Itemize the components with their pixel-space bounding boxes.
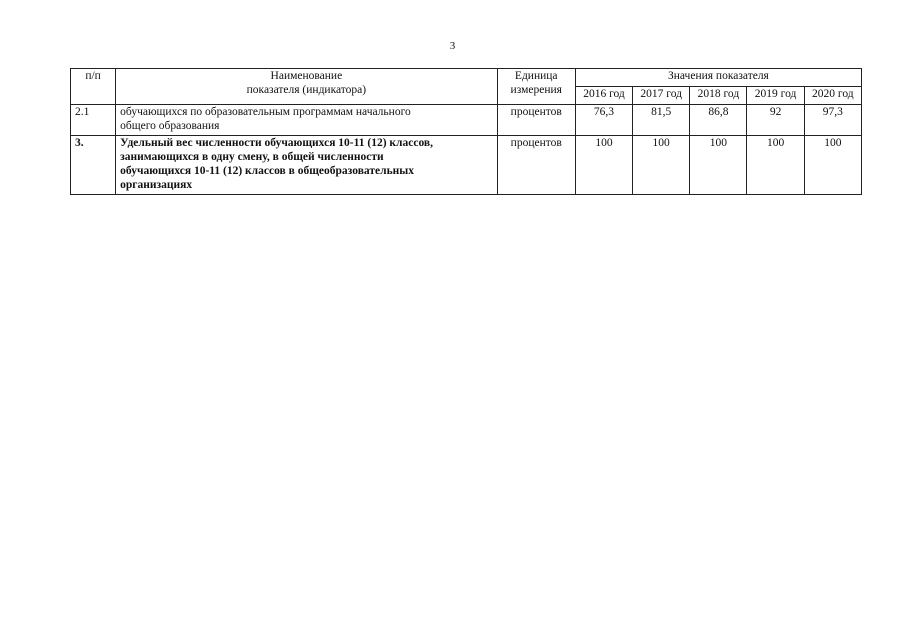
header-values-group: Значения показателя	[575, 69, 861, 87]
table-body	[71, 105, 862, 195]
row-value: 100	[804, 136, 861, 195]
row-name-line: обучающихся по образовательным программам начального	[120, 106, 411, 118]
row-number: 2.1	[71, 105, 116, 136]
row-name-line: организациях	[120, 179, 193, 191]
header-name-line: показателя (индикатора)	[246, 84, 367, 96]
table-header	[71, 69, 862, 105]
table-row	[71, 136, 862, 195]
row-value: 100	[633, 136, 690, 195]
header-year: 2020 год	[804, 87, 861, 105]
page-number: 3	[449, 40, 456, 52]
header-name-line: Наименование	[270, 70, 343, 82]
row-value: 100	[747, 136, 804, 195]
header-year: 2016 год	[575, 87, 632, 105]
row-name-line: занимающихся в одну смену, в общей численности	[120, 151, 384, 163]
table-row	[71, 105, 862, 136]
row-name-line: обучающихся 10-11 (12) классов в общеобразовательных	[120, 165, 415, 177]
header-unit-line: измерения	[510, 84, 562, 96]
row-unit: процентов	[497, 105, 575, 136]
header-number: п/п	[71, 69, 116, 105]
row-name-line: общего образования	[120, 120, 220, 132]
row-value: 76,3	[575, 105, 632, 136]
row-value: 100	[690, 136, 747, 195]
row-value: 81,5	[633, 105, 690, 136]
row-name	[116, 136, 497, 195]
header-name	[116, 69, 497, 105]
row-unit: процентов	[497, 136, 575, 195]
row-value: 97,3	[804, 105, 861, 136]
row-number: 3.	[71, 136, 116, 195]
header-unit	[497, 69, 575, 105]
header-year: 2019 год	[747, 87, 804, 105]
header-year: 2018 год	[690, 87, 747, 105]
row-value: 100	[575, 136, 632, 195]
header-unit-line: Единица	[514, 70, 558, 82]
header-year: 2017 год	[633, 87, 690, 105]
row-value: 86,8	[690, 105, 747, 136]
row-name	[116, 105, 497, 136]
row-name-line: Удельный вес численности обучающихся 10-11 (12) классов,	[120, 137, 433, 149]
indicators-table	[70, 68, 862, 195]
row-value: 92	[747, 105, 804, 136]
